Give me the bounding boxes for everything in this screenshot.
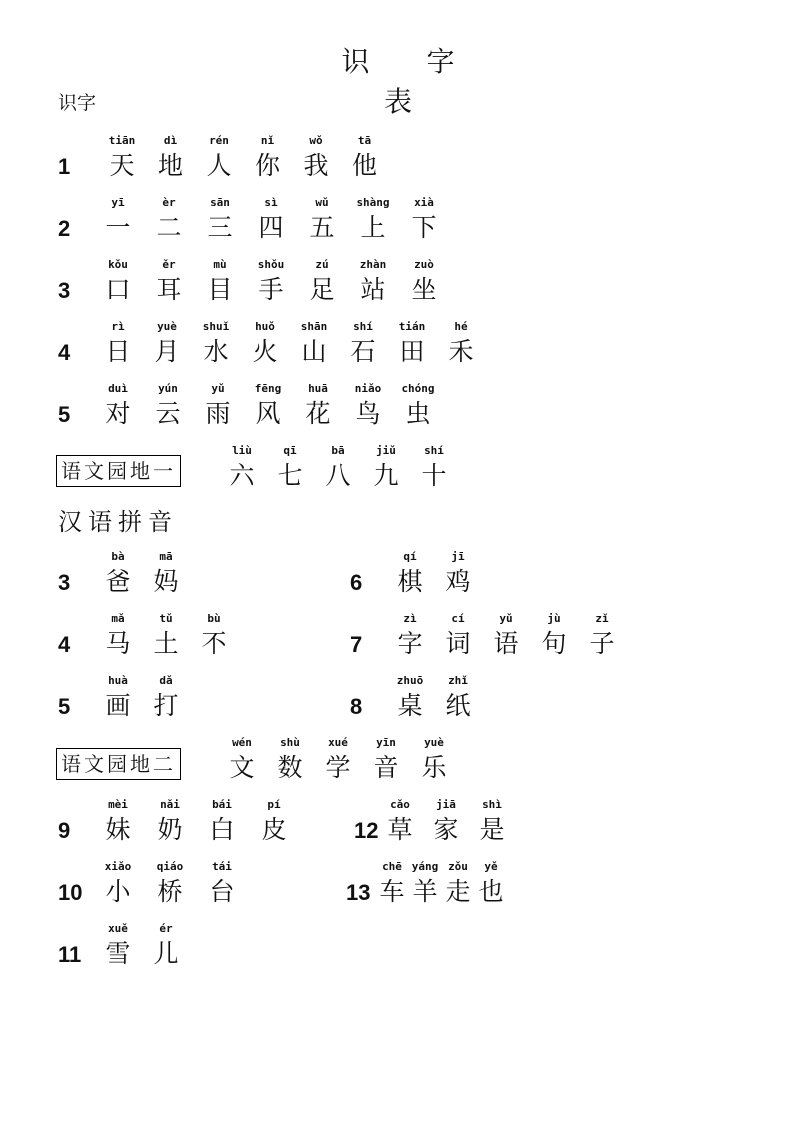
pinyin: yuè (424, 736, 444, 749)
character-cell (578, 610, 626, 666)
pinyin: qí (403, 550, 417, 563)
hanzi: 鸟 (355, 399, 381, 428)
pinyin: chē (382, 860, 402, 873)
hanzi: 手 (258, 275, 284, 304)
pinyin: nǐ (260, 134, 275, 147)
hanzi: 虫 (405, 399, 431, 428)
pinyin: chóng (401, 382, 435, 395)
hanzi: 云 (155, 399, 181, 428)
row-number: 10 (58, 880, 83, 905)
character-cell (362, 442, 410, 498)
hanzi: 数 (277, 753, 303, 782)
hanzi: 八 (325, 461, 351, 490)
pinyin: cǎo (390, 798, 410, 811)
pinyin: yuè (157, 320, 177, 333)
hanzi: 山 (301, 337, 327, 366)
character-cell (142, 548, 190, 604)
character-cell (388, 318, 436, 374)
lesson-row-3 (58, 256, 478, 312)
character-cell (218, 734, 266, 790)
hanzi: 月 (154, 337, 180, 366)
pinyin: zǐ (595, 612, 609, 625)
hanzi: 目 (207, 275, 233, 304)
hanzi: 对 (105, 399, 131, 428)
character-cell (434, 672, 482, 728)
character-cell (94, 380, 142, 436)
pinyin: shì (482, 798, 502, 811)
character-cell (94, 672, 142, 728)
section-label-shizi: 识字 (58, 92, 97, 114)
pinyin: dǎ (159, 674, 173, 687)
character-cell (314, 734, 362, 790)
hanzi: 雪 (105, 939, 131, 968)
pinyin: èr (162, 196, 176, 209)
pinyin: yǔ (499, 612, 513, 625)
hanzi: 下 (411, 213, 437, 242)
pinyin: yáng (411, 860, 439, 873)
pinyin: duì (108, 382, 128, 395)
hanzi: 棋 (397, 567, 423, 596)
character-cell (198, 858, 246, 914)
pinyin: mèi (108, 798, 128, 811)
character-cell (146, 858, 194, 914)
pinyin-row-12 (354, 796, 534, 852)
character-cell (247, 256, 295, 312)
character-cell (94, 796, 142, 852)
pinyin-row-4 (58, 610, 278, 666)
pinyin: sān (210, 196, 230, 209)
hanzi: 画 (105, 691, 131, 720)
pinyin: hé (454, 320, 468, 333)
hanzi: 乐 (421, 753, 447, 782)
pinyin: shuǐ (202, 320, 230, 333)
pinyin-row-11 (58, 920, 218, 976)
character-cell (143, 318, 191, 374)
pinyin: zhǐ (448, 674, 468, 687)
pinyin: shǒu (257, 258, 285, 271)
character-cell (422, 796, 470, 852)
character-cell (386, 672, 434, 728)
character-cell (142, 610, 190, 666)
character-cell (94, 610, 142, 666)
hanzi: 七 (277, 461, 303, 490)
character-cell (142, 672, 190, 728)
row-number: 4 (58, 632, 71, 657)
character-cell (94, 194, 142, 250)
pinyin-row-6 (350, 548, 550, 604)
row-number: 5 (58, 694, 71, 719)
character-cell (266, 734, 314, 790)
pinyin: shàng (356, 196, 390, 209)
row-number: 12 (354, 818, 379, 843)
hanzi: 纸 (445, 691, 471, 720)
hanzi: 坐 (411, 275, 437, 304)
character-cell (290, 318, 338, 374)
hanzi: 奶 (157, 815, 183, 844)
character-cell (400, 194, 448, 250)
garden-label-2: 语文园地二 (56, 748, 181, 780)
pinyin: tā (357, 134, 372, 147)
character-cell (247, 194, 295, 250)
character-cell (250, 796, 298, 852)
hanzi: 学 (325, 753, 351, 782)
character-cell (94, 318, 142, 374)
character-cell (94, 920, 142, 976)
character-cell (244, 132, 292, 188)
pinyin: qī (283, 444, 297, 457)
page-title: 识 字 表 (341, 45, 479, 118)
row-number: 3 (58, 278, 71, 303)
row-number: 7 (350, 632, 363, 657)
lesson-row-1 (58, 132, 478, 188)
row-number: 1 (58, 154, 71, 179)
pinyin: xià (414, 196, 434, 209)
garden-row-1 (218, 442, 468, 498)
character-cell (244, 380, 292, 436)
pinyin: shí (424, 444, 444, 457)
pinyin-row-7 (350, 610, 640, 666)
character-cell (196, 256, 244, 312)
pinyin: yǔ (211, 382, 225, 395)
character-cell (410, 734, 458, 790)
pinyin: wén (232, 736, 252, 749)
character-cell (386, 548, 434, 604)
hanzi: 石 (350, 337, 376, 366)
pinyin: fēng (254, 382, 282, 395)
pinyin: zǒu (448, 860, 468, 873)
lesson-row-4 (58, 318, 498, 374)
hanzi: 一 (105, 213, 131, 242)
hanzi: 词 (445, 629, 471, 658)
hanzi: 雨 (205, 399, 231, 428)
pinyin: tiān (108, 134, 136, 147)
hanzi: 不 (201, 629, 227, 658)
pinyin: yún (158, 382, 178, 395)
character-cell (196, 194, 244, 250)
pinyin-row-10 (58, 858, 258, 914)
hanzi: 耳 (156, 275, 182, 304)
pinyin-row-5 (58, 672, 258, 728)
pinyin-row-8 (350, 672, 550, 728)
pinyin: jiā (436, 798, 456, 811)
character-cell (530, 610, 578, 666)
pinyin: zhàn (359, 258, 387, 271)
hanzi: 字 (397, 629, 423, 658)
pinyin: jī (451, 550, 465, 563)
pinyin: liù (232, 444, 252, 457)
row-number: 4 (58, 340, 71, 365)
character-cell (146, 796, 194, 852)
hanzi: 九 (373, 461, 399, 490)
hanzi: 家 (433, 815, 459, 844)
pinyin: bù (207, 612, 221, 625)
hanzi: 人 (206, 151, 232, 180)
hanzi: 风 (255, 399, 281, 428)
character-cell (195, 132, 243, 188)
hanzi: 桥 (157, 877, 183, 906)
hanzi: 我 (303, 151, 329, 180)
pinyin: huà (108, 674, 128, 687)
pinyin: qiáo (156, 860, 184, 873)
pinyin: wǔ (315, 196, 329, 209)
character-cell (349, 194, 397, 250)
row-number: 8 (350, 694, 363, 719)
hanzi: 妹 (105, 815, 131, 844)
hanzi: 天 (109, 151, 135, 180)
character-cell (434, 548, 482, 604)
hanzi: 音 (373, 753, 399, 782)
hanzi: 妈 (153, 567, 179, 596)
pinyin: zú (315, 258, 329, 271)
character-cell (147, 132, 195, 188)
pinyin: ér (159, 922, 173, 935)
character-cell (94, 858, 142, 914)
character-cell (94, 548, 142, 604)
character-cell (434, 610, 482, 666)
character-cell (376, 796, 424, 852)
pinyin-row-13 (346, 858, 526, 914)
hanzi: 台 (209, 877, 235, 906)
pinyin: yīn (376, 736, 396, 749)
pinyin: xiǎo (104, 860, 132, 873)
character-cell (468, 796, 516, 852)
hanzi: 儿 (153, 939, 179, 968)
pinyin-row-9 (58, 796, 318, 852)
character-cell (266, 442, 314, 498)
pinyin: zuò (414, 258, 434, 271)
hanzi: 皮 (261, 815, 287, 844)
hanzi: 羊 (412, 877, 438, 906)
character-cell (198, 796, 246, 852)
character-cell (467, 858, 515, 914)
hanzi: 水 (203, 337, 229, 366)
pinyin: rén (209, 134, 229, 147)
pinyin: mā (159, 550, 173, 563)
character-cell (386, 610, 434, 666)
pinyin: yī (111, 196, 125, 209)
pinyin: xuě (108, 922, 128, 935)
pinyin-row-3 (58, 548, 258, 604)
pinyin: kǒu (108, 258, 128, 271)
character-cell (142, 920, 190, 976)
character-cell (292, 132, 340, 188)
pinyin: bā (331, 444, 345, 457)
pinyin: mù (213, 258, 227, 271)
hanzi: 站 (360, 275, 386, 304)
pinyin: dì (163, 134, 178, 147)
hanzi: 他 (351, 151, 377, 180)
character-cell (349, 256, 397, 312)
hanzi: 桌 (397, 691, 423, 720)
character-cell (194, 380, 242, 436)
character-cell (192, 318, 240, 374)
pinyin: jiǔ (376, 444, 396, 457)
hanzi: 三 (207, 213, 233, 242)
character-cell (362, 734, 410, 790)
hanzi: 十 (421, 461, 447, 490)
lesson-row-5 (58, 380, 478, 436)
character-cell (298, 256, 346, 312)
pinyin: shān (300, 320, 328, 333)
hanzi: 爸 (105, 567, 131, 596)
character-cell (218, 442, 266, 498)
pinyin: shí (353, 320, 373, 333)
hanzi: 子 (589, 629, 615, 658)
hanzi: 车 (379, 877, 405, 906)
row-number: 5 (58, 402, 71, 427)
hanzi: 走 (445, 877, 471, 906)
hanzi: 语 (493, 629, 519, 658)
lesson-row-2 (58, 194, 478, 250)
pinyin: tián (398, 320, 426, 333)
character-cell (437, 318, 485, 374)
row-number: 2 (58, 216, 71, 241)
pinyin: xué (328, 736, 348, 749)
row-number: 11 (58, 942, 82, 967)
hanzi: 四 (258, 213, 284, 242)
hanzi: 小 (105, 877, 131, 906)
character-cell (298, 194, 346, 250)
pinyin: cí (451, 612, 465, 625)
character-cell (314, 442, 362, 498)
character-cell (241, 318, 289, 374)
hanzi: 马 (105, 629, 131, 658)
hanzi: 口 (105, 275, 131, 304)
character-cell (482, 610, 530, 666)
hanzi: 土 (153, 629, 179, 658)
character-cell (145, 256, 193, 312)
pinyin: shù (280, 736, 300, 749)
pinyin: huā (308, 382, 328, 395)
hanzi: 鸡 (445, 567, 471, 596)
hanzi: 花 (305, 399, 331, 428)
character-cell (341, 132, 389, 188)
pinyin: sì (264, 196, 278, 209)
garden-label-1: 语文园地一 (56, 455, 181, 487)
hanzi: 足 (309, 275, 335, 304)
garden-row-2 (218, 734, 468, 790)
hanzi: 田 (399, 337, 425, 366)
row-number: 13 (346, 880, 371, 905)
row-number: 6 (350, 570, 363, 595)
pinyin: bà (111, 550, 125, 563)
character-cell (394, 380, 442, 436)
section-label-pinyin: 汉语拼音 (58, 508, 178, 536)
hanzi: 地 (157, 151, 183, 180)
pinyin: zì (403, 612, 417, 625)
hanzi: 二 (156, 213, 182, 242)
hanzi: 五 (309, 213, 335, 242)
character-cell (344, 380, 392, 436)
character-cell (144, 380, 192, 436)
pinyin: nǎi (160, 798, 180, 811)
hanzi: 也 (478, 877, 504, 906)
hanzi: 打 (153, 691, 179, 720)
pinyin: tǔ (159, 612, 173, 625)
row-number: 3 (58, 570, 71, 595)
character-cell (94, 256, 142, 312)
pinyin: pí (267, 798, 281, 811)
pinyin: yě (484, 860, 498, 873)
row-number: 9 (58, 818, 71, 843)
character-cell (145, 194, 193, 250)
hanzi: 上 (360, 213, 386, 242)
character-cell (400, 256, 448, 312)
pinyin: huǒ (255, 320, 275, 333)
character-cell (98, 132, 146, 188)
hanzi: 六 (229, 461, 255, 490)
pinyin: ěr (162, 258, 176, 271)
hanzi: 草 (387, 815, 413, 844)
pinyin: rì (111, 320, 125, 333)
hanzi: 是 (479, 815, 505, 844)
hanzi: 你 (254, 151, 280, 180)
pinyin: niǎo (354, 382, 382, 395)
pinyin: mǎ (111, 612, 125, 625)
pinyin: bái (212, 798, 232, 811)
character-cell (190, 610, 238, 666)
pinyin: wǒ (309, 134, 323, 147)
hanzi: 白 (209, 815, 235, 844)
character-cell (410, 442, 458, 498)
pinyin: tái (212, 860, 232, 873)
hanzi: 火 (252, 337, 278, 366)
hanzi: 句 (541, 629, 567, 658)
pinyin: zhuō (396, 674, 424, 687)
character-cell (339, 318, 387, 374)
hanzi: 文 (229, 753, 255, 782)
hanzi: 禾 (448, 337, 474, 366)
pinyin: jù (547, 612, 561, 625)
character-cell (294, 380, 342, 436)
hanzi: 日 (105, 337, 131, 366)
